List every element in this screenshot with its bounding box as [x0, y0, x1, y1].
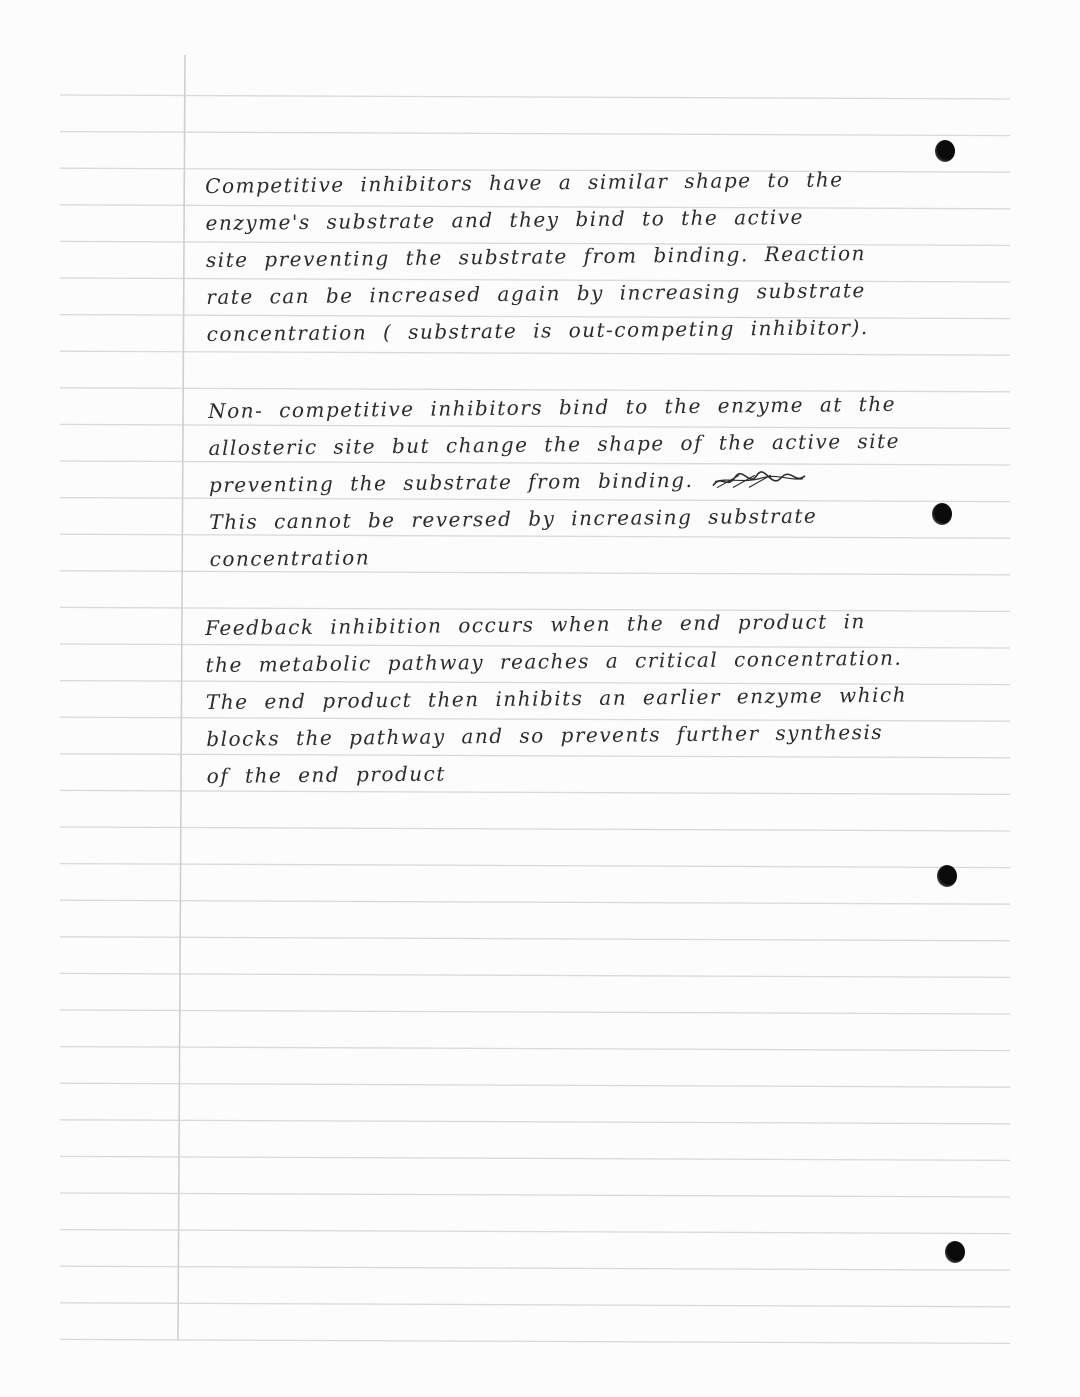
- text-line: of the end product: [206, 761, 446, 788]
- ruled-line: [60, 1266, 1010, 1270]
- text-line: concentration ( substrate is out-competing inhibitor).: [206, 315, 869, 346]
- text-line: Non- competitive inhibitors bind to the enzyme at the: [208, 391, 897, 423]
- text-line: the metabolic pathway reaches a critical concentration.: [205, 645, 903, 677]
- crossed-out-scribble-icon: [709, 468, 809, 493]
- text-line: concentration: [209, 545, 371, 571]
- ruled-line: [60, 1303, 1010, 1307]
- text-line: blocks the pathway and so prevents further synthesis: [206, 719, 884, 751]
- ruled-line: [60, 827, 1010, 831]
- punch-hole-icon: [935, 140, 955, 162]
- ruled-line: [60, 900, 1010, 904]
- margin-line: [178, 55, 185, 1340]
- text-line: The end product then inhibits an earlier enzyme which: [205, 682, 908, 714]
- text-line: allosteric site but change the shape of the active site: [208, 428, 901, 460]
- ruled-line: [60, 132, 1010, 136]
- ruled-line: [60, 1156, 1010, 1160]
- text-line: Competitive inhibitors have a similar shape to the: [205, 167, 844, 198]
- text-line: This cannot be reversed by increasing substrate: [209, 503, 818, 534]
- punch-hole-icon: [937, 865, 957, 887]
- ruled-line: [60, 1047, 1010, 1051]
- text-line: Feedback inhibition occurs when the end product in: [205, 609, 866, 640]
- text-segment: preventing the substrate from binding.: [208, 467, 694, 497]
- punch-hole-icon: [932, 503, 952, 525]
- text-line: enzyme's substrate and they bind to the active: [205, 204, 804, 235]
- ruled-line: [60, 351, 1010, 355]
- paragraph-competitive-inhibitors: [205, 161, 869, 353]
- ruled-line: [60, 937, 1010, 941]
- ruled-line: [60, 973, 1010, 977]
- paragraph-feedback-inhibition: [205, 603, 908, 795]
- ruled-line: [60, 1339, 1010, 1343]
- ruled-line: [60, 1230, 1010, 1234]
- ruled-line: [60, 1193, 1010, 1197]
- ruled-line: [60, 864, 1010, 868]
- ruled-line: [60, 1010, 1010, 1014]
- text-line: rate can be increased again by increasing substrate: [206, 278, 866, 309]
- paragraph-non-competitive-inhibitors: [208, 386, 901, 578]
- ruled-line: [60, 1120, 1010, 1124]
- text-line: site preventing the substrate from binding. Reaction: [205, 241, 867, 272]
- ruled-line: [60, 1083, 1010, 1087]
- punch-hole-icon: [945, 1241, 965, 1263]
- ruled-line: [60, 95, 1010, 99]
